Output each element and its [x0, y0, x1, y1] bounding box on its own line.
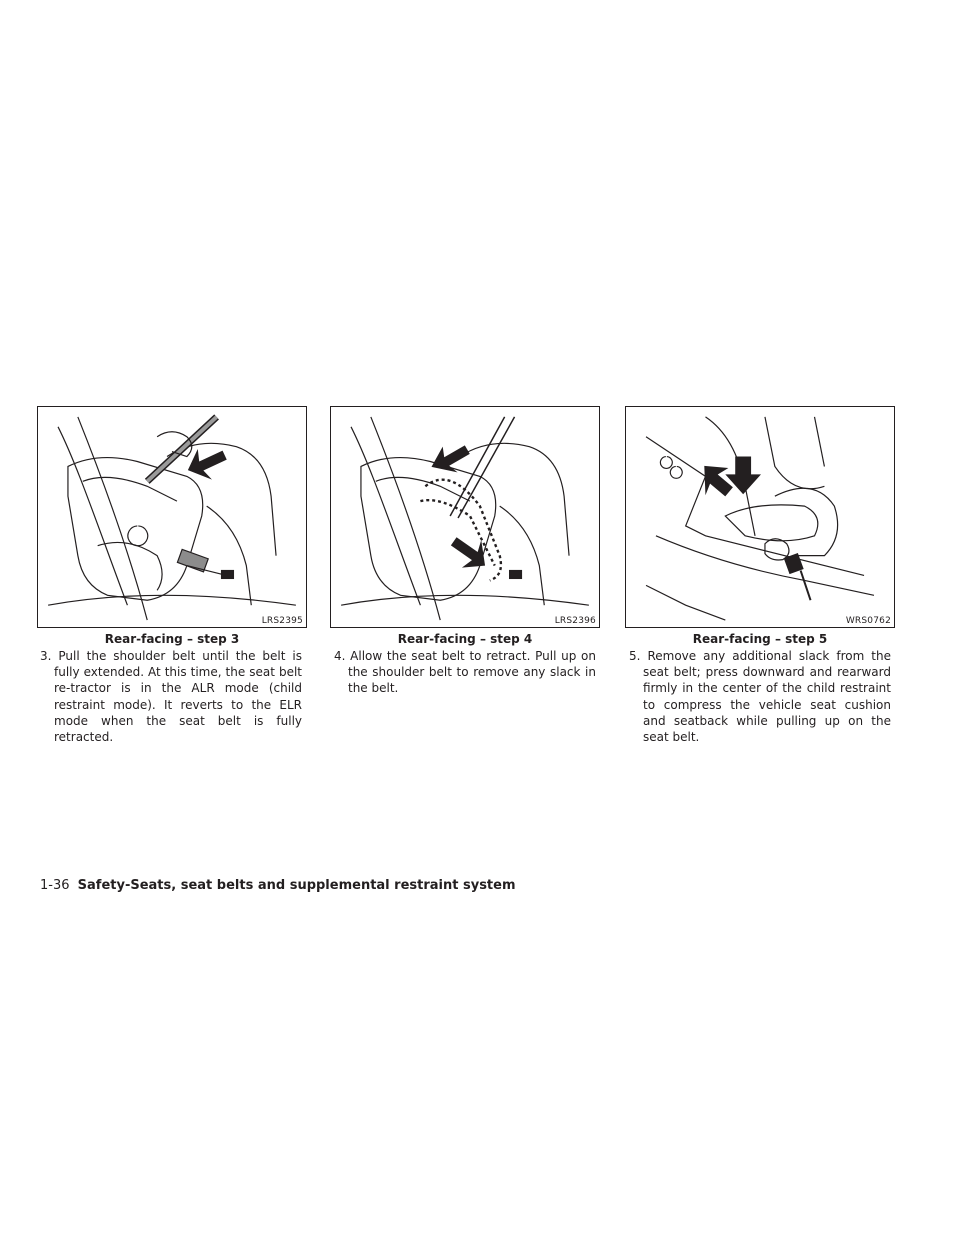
figure-rear-facing-step-4 [330, 406, 600, 628]
figure-caption: Rear-facing – step 3 [104, 632, 240, 646]
page-number: 1-36 [40, 878, 70, 893]
figure-code: LRS2396 [554, 616, 596, 626]
page-footer [40, 878, 516, 893]
figure-caption: Rear-facing – step 4 [397, 632, 533, 646]
child-seat-compress-illustration [626, 407, 894, 627]
child-seat-belt-illustration [38, 407, 306, 627]
figure-rear-facing-step-3 [37, 406, 307, 628]
section-title: Safety-Seats, seat belts and supplemental restraint system [77, 878, 516, 893]
step-3-text: 3. Pull the shoulder belt until the belt is fully extended. At this time, the seat belt re-tractor is in the ALR mode (child restraint mode). It reverts to the ELR mode when the seat belt is fully retracted. [40, 649, 302, 745]
step-4-text: 4. Allow the seat belt to retract. Pull up on the shoulder belt to remove any slack in the belt. [334, 649, 596, 696]
step-5-text: 5. Remove any additional slack from the seat belt; press downward and rearward firmly in the center of the child restraint to compress the vehicle seat cushion and seatback while pulling up on the seat belt. [629, 649, 891, 745]
figure-code: LRS2395 [261, 616, 303, 626]
child-seat-retract-illustration [331, 407, 599, 627]
figure-rear-facing-step-5 [625, 406, 895, 628]
figure-caption: Rear-facing – step 5 [692, 632, 828, 646]
figure-code: WRS0762 [845, 616, 891, 626]
